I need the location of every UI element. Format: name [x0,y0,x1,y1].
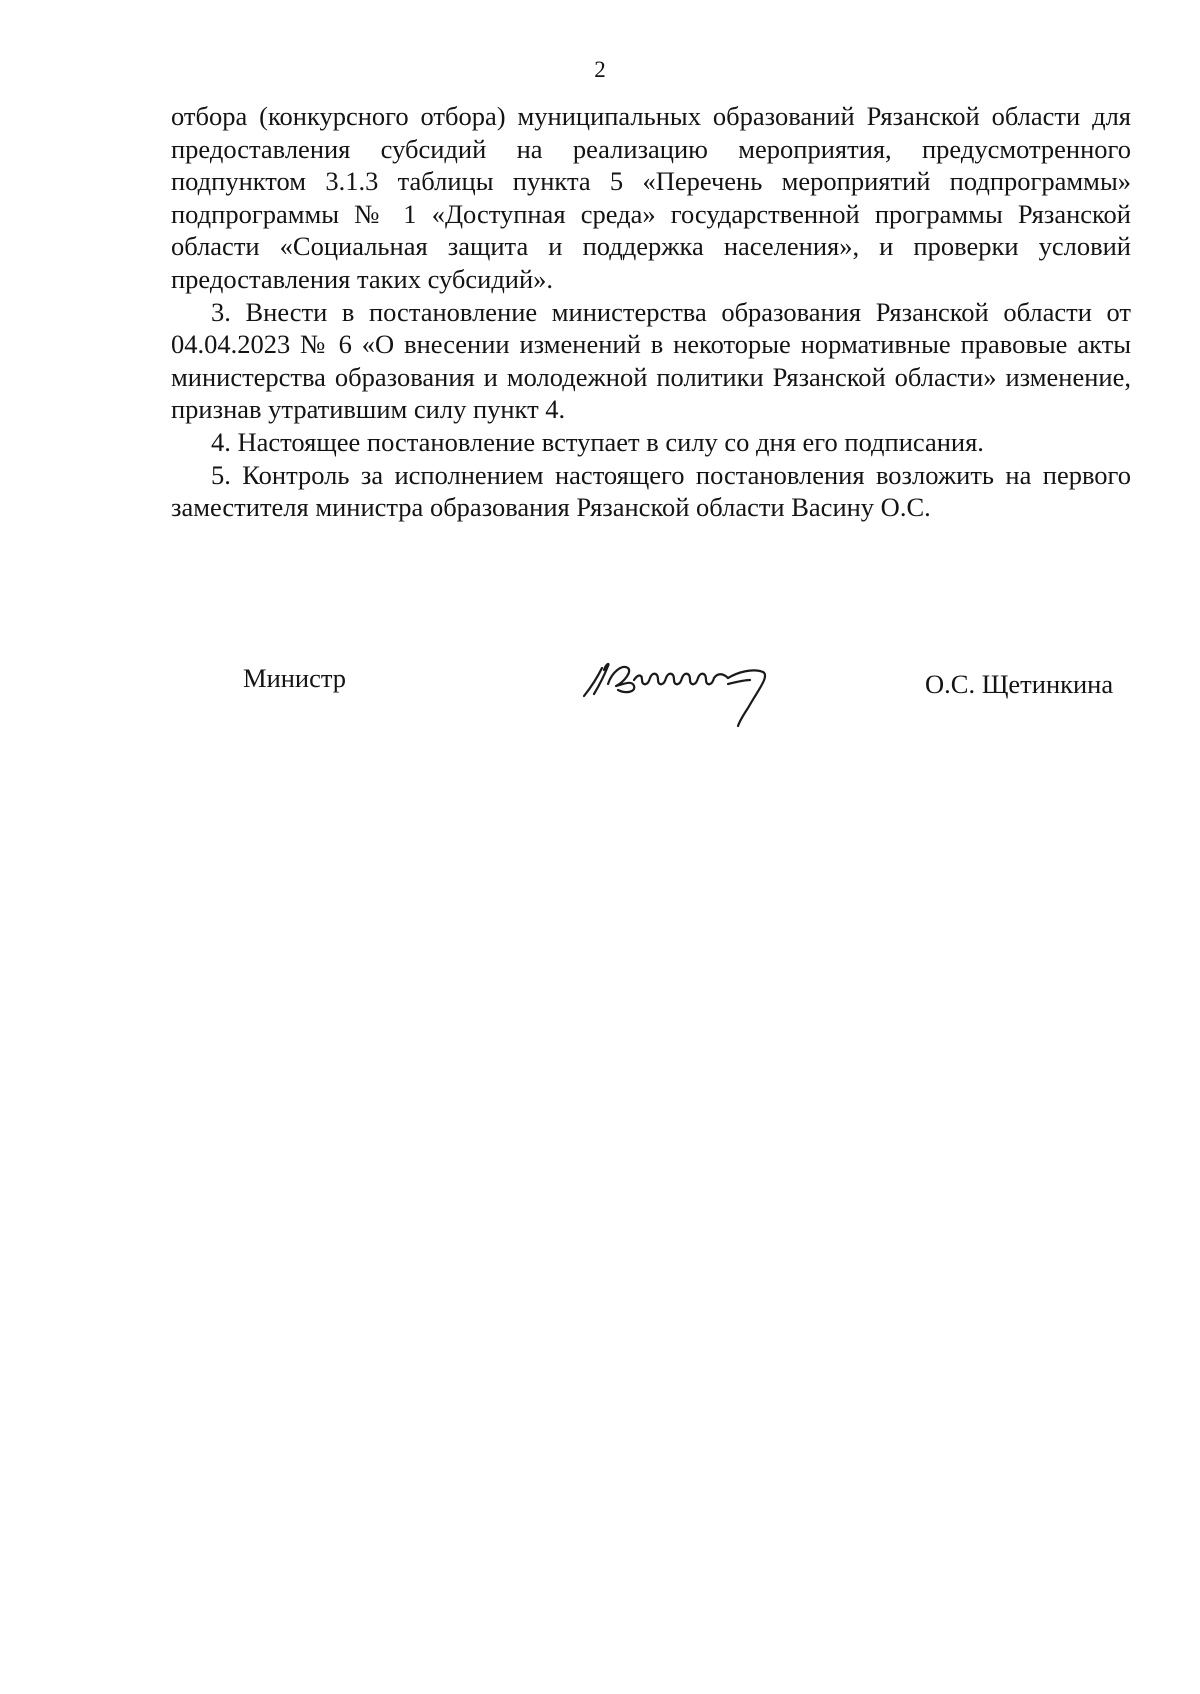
paragraph-item-4: 4. Настоящее постановление вступает в силу со дня его подписания. [211,426,984,457]
page-number: 2 [594,57,606,82]
signature-block [0,650,1200,730]
signer-title: Министр [243,663,347,693]
paragraph-continuation: отбора (конкурсного отбора) муниципальных образований Рязанской области для предоставления субсидий на реализацию мероприятия, предусмотренного подпунктом 3.1.3 таблицы пункта 5 «Перечень мероприятий подпрограммы» подпрограммы № 1 «Доступная среда» государственной программы Рязанской области «Социальная защита и поддержка населения», и проверки условий предоставления таких субсидий». [171,101,1131,294]
paragraph-item-5: 5. Контроль за исполнением настоящего постановления возложить на первого заместителя министра образования Рязанской области Васину О.С. [171,459,1131,523]
document-body [171,100,1131,524]
paragraph-item-3: 3. Внести в постановление министерства образования Рязанской области от 04.04.2023 № 6 «О внесении изменений в некоторые нормативные правовые акты министерства образования и молодежной политики Рязанской области» изменение, признав утратившим силу пункт 4. [171,296,1131,425]
signer-name: О.С. Щетинкина [925,669,1114,699]
handwritten-signature-image [578,650,808,730]
